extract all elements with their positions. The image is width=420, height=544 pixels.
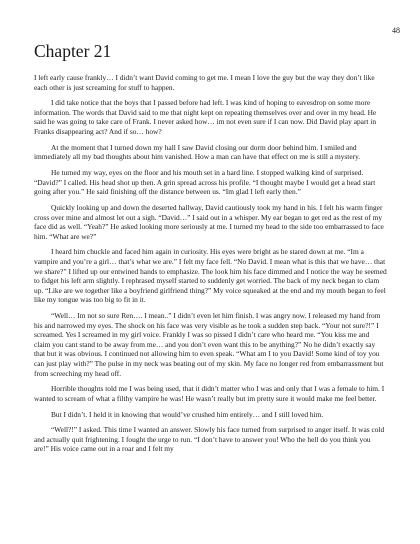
chapter-title: Chapter 21	[34, 41, 112, 61]
paragraph: I left early cause frankly… I didn’t want David coming to get me. I mean I love the guy but the way they don’t like each other is just screaming for stuff to happen.	[34, 73, 375, 92]
paragraph: But I didn’t. I held it in knowing that would’ve crushed him entirely… and I still loved him.	[51, 409, 324, 419]
paragraph: Horrible thoughts told me I was being used, that it didn’t matter who I was and only that I was a female to him. I wanted to scream of what a filthy vampire he was! He wasn’t really but im pretty sure it would make me feel better.	[34, 384, 385, 403]
chapter-body	[34, 73, 387, 460]
paragraph: Quickly looking up and down the deserted hallway, David cautiously took my hand in his. I felt his warm finger cross over mine and almost let out a sigh. “David…” I said out in a whisper. My ear began to get red as the rest of my face did as well. “Yeah?” He asked looking more seriously at me. I turned my head to the side too embarrassed to face him. “What are we?”	[34, 202, 384, 241]
paragraph: He turned my way, eyes on the floor and his mouth set in a hard line. I stopped walking kind of surprised. “David?” I called. His head shot up then. A grin spread across his profile. “I thought maybe I would get a head start going after you.” He said finishing off the distance between us. “Im glad I left early then.”	[34, 168, 376, 197]
paragraph: “Well… Im not so sure Ren…. I mean..” I didn’t even let him finish. I was angry now. I released my hand from his and narrowed my eyes. The shock on his face was very visible as he took a sudden step back. “Your not sure?!” I screamed. Yes I screamed in my girl voice. Frankly I was so pissed I didn’t care who heard me. “You kiss me and claim you cant stand to be away from me… and you don’t even want this to be anything?” No he didn’t exactly say that but it was obvious. I continued not allowing him to even speak. “What am I to you David! Some kind of toy you can just play with?” The pulse in my neck was beating out of my skin. My face no longer red from embarrassment but from screeching my head off.	[34, 311, 384, 378]
page-number: 48	[392, 26, 400, 35]
paragraph: “Well?!” I asked. This time I wanted an answer. Slowly his face turned from surprised to anger itself. It was cold and actually quit frightening. I fought the urge to run. “I don’t have to answer you! Who the hell do you think you are!” His voice came out in a roar and I felt my	[34, 425, 385, 454]
paragraph: I did take notice that the boys that I passed before had left. I was kind of hoping to eavesdrop on some more information. The words that David said to me that night kept on repeating themselves over and over in my head. He said he was going to take care of Frank. I never asked how… im not even sure if I can now. Did David play apart in Franks disappearing act? And if so… how?	[34, 98, 377, 137]
paragraph: I heard him chuckle and faced him again in curiosity. His eyes were bright as he stared down at me. “Im a vampire and you’re a girl… that’s what we are.” I felt my face fell. “No David. I mean what is this that we have… that we share?” I lifted up our entwined hands to emphasize. The look him his face dimmed and I notice the way he seemed to fidget his left arm slightly. I rephrased myself started to suddenly get worried. The back of my neck began to clam up. “Like are we together like a boyfriend girlfriend thing?” My voice squeaked at the end and my mouth began to feel like my tongue was too big to fit in it.	[34, 247, 387, 305]
paragraph: At the moment that I turned down my hall I saw David closing our dorm door behind him. I smiled and immediately all my bad thoughts about him vanished. How a man can have that effect on me is still a mystery.	[34, 142, 361, 162]
